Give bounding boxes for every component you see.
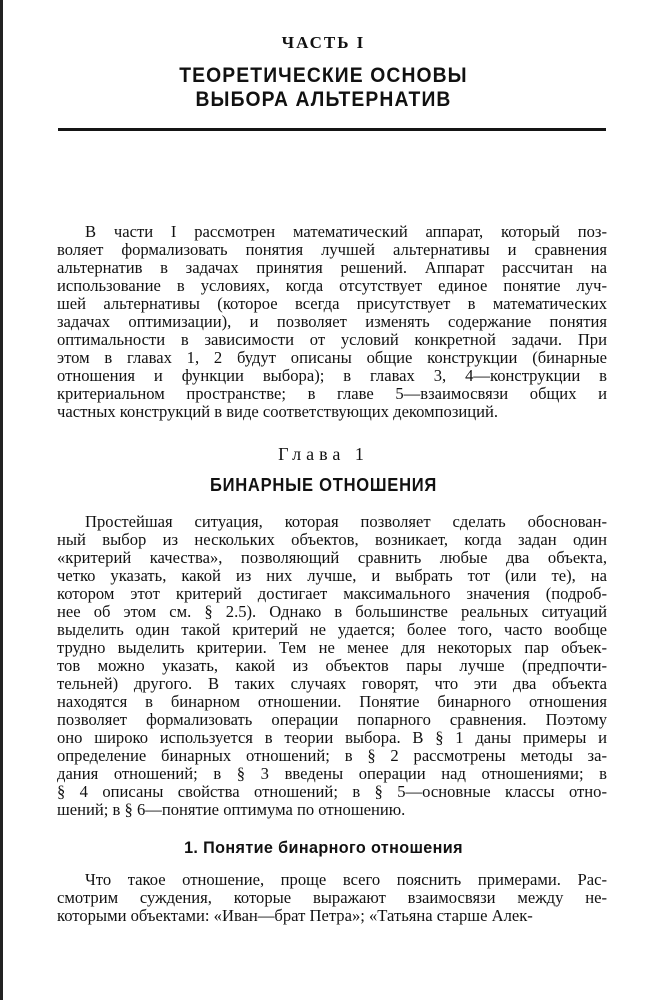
section-title: 1. Понятие бинарного отношения (184, 838, 463, 857)
text-line: нее об этом см. § 2.5). Однако в большинстве реальных ситуаций (57, 602, 607, 621)
text-line: шений; в § 6—понятие оптимума по отношению. (57, 800, 406, 819)
text-line: использование в условиях, когда отсутствует единое понятие луч- (57, 276, 607, 295)
part-title-line: ТЕОРЕТИЧЕСКИЕ ОСНОВЫ (179, 64, 468, 87)
text-line: этом в главах 1, 2 будут описаны общие конструкции (бинарные (57, 348, 607, 367)
page-edge-border (0, 0, 3, 1000)
text-line: § 4 описаны свойства отношений; в § 5—основные классы отно- (57, 782, 607, 801)
text-line: «критерий качества», позволяющий сравнить любые два объекта, (57, 548, 607, 567)
text-line: находятся в бинарном отношении. Понятие бинарного отношения (57, 692, 607, 711)
part-title (26, 64, 621, 112)
text-line: В части I рассмотрен математический аппарат, который поз- (85, 222, 607, 241)
text-line: оно широко используется в теории выбора. В § 1 даны примеры и (57, 728, 607, 747)
chapter-title: БИНАРНЫЕ ОТНОШЕНИЯ (209, 475, 438, 495)
text-line: трудно выделить критерии. Тем не менее для некоторых пар объек- (57, 638, 607, 657)
text-line: ный выбор из нескольких объектов, возникает, когда задан один (57, 530, 607, 549)
text-line: определение бинарных отношений; в § 2 рассмотрены методы за- (57, 746, 607, 765)
horizontal-rule (58, 128, 606, 131)
chapter-label: Глава 1 (278, 444, 369, 464)
text-line: которыми объектами: «Иван—брат Петра»; «Татьяна старше Алек- (57, 906, 533, 925)
text-line: позволяет формализовать операции попарного сравнения. Поэтому (57, 710, 607, 729)
text-line: частных конструкций в виде соответствующих декомпозиций. (57, 402, 499, 421)
text-line: оптимальности в зависимости от условий конкретной задачи. При (57, 330, 607, 349)
text-line: тельней) другого. В таких случаях говорят, что эти два объекта (57, 674, 607, 693)
text-line: задачах оптимизации), и позволяет изменять содержание понятия (57, 312, 607, 331)
part-title-line: ВЫБОРА АЛЬТЕРНАТИВ (195, 88, 452, 111)
text-line: альтернатив в задачах принятия решений. Аппарат рассчитан на (57, 258, 607, 277)
text-line: воляет формализовать понятия лучшей альтернативы и сравнения (57, 240, 607, 259)
text-line: шей альтернативы (которое всегда присутствует в математических (57, 294, 607, 313)
text-line: критериальном пространстве; в главе 5—взаимосвязи общих и (57, 384, 607, 403)
text-line: выделить один такой критерий не удается; более того, часто вообще (57, 620, 607, 639)
text-line: Что такое отношение, проще всего пояснить примерами. Рас- (85, 870, 607, 889)
text-line: тов можно указать, какой из объектов пары лучше (предпочти- (57, 656, 607, 675)
part-label: ЧАСТЬ I (281, 33, 366, 52)
text-line: дания отношений; в § 3 введены операции над отношениями; в (57, 764, 607, 783)
text-line: четко указать, какой из них лучше, и выбрать тот (или те), на (57, 566, 607, 585)
text-line: котором этот критерий достигает максимального значения (подроб- (57, 584, 607, 603)
text-line: смотрим суждения, которые выражают взаимосвязи между не- (57, 888, 607, 907)
text-line: Простейшая ситуация, которая позволяет сделать обоснован- (85, 512, 607, 531)
text-line: отношения и функции выбора); в главах 3, 4—конструкции в (57, 366, 607, 385)
